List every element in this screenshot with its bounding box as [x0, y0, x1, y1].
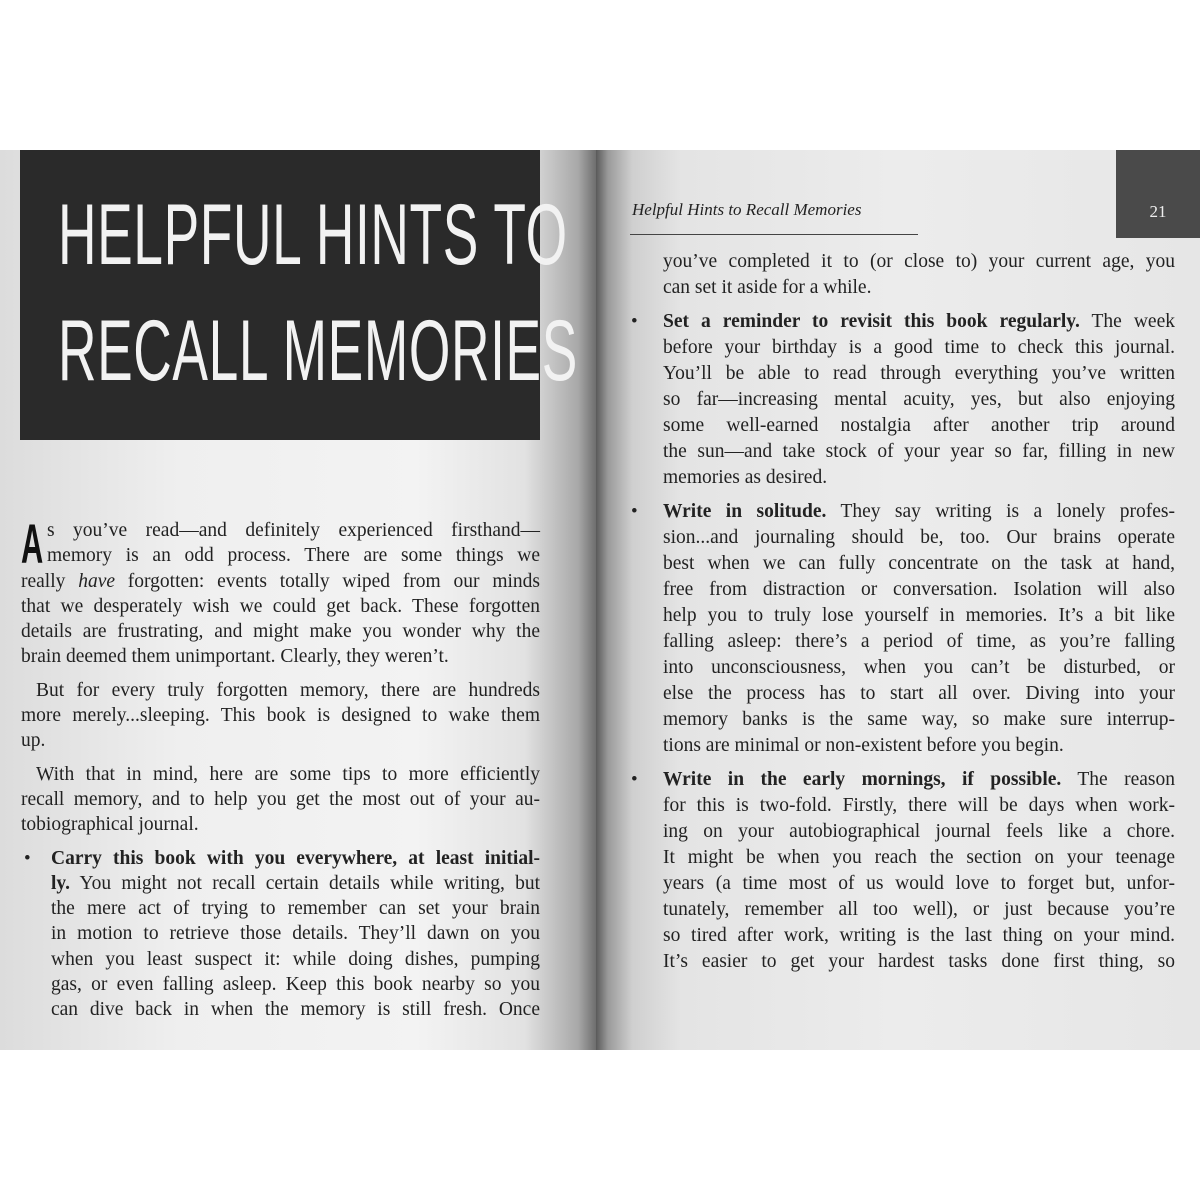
- text-line: [21, 569, 540, 594]
- italic-text: have: [78, 570, 115, 592]
- text: help you to truly lose yourself in memories. It’s a bit like: [663, 605, 1175, 626]
- left-page-body: [21, 512, 540, 1031]
- text: memory is an odd process. There are some things we: [47, 545, 540, 567]
- bold-lead-text: ly.: [51, 872, 70, 894]
- text: some well-earned nostalgia after another trip around: [663, 415, 1175, 436]
- text-line: [663, 655, 1175, 681]
- text-line: [21, 921, 540, 946]
- text-line: [21, 703, 540, 728]
- text-line: [21, 846, 540, 871]
- text-line: [663, 387, 1175, 413]
- text-line: [21, 728, 540, 753]
- bold-lead-text: Carry this book with you everywhere, at least initial-: [51, 847, 540, 869]
- text-line: [21, 997, 540, 1022]
- text-line: [21, 871, 540, 896]
- text: in motion to retrieve those details. They’ll dawn on you: [51, 923, 540, 945]
- text-line: [663, 439, 1175, 465]
- text-line: [663, 577, 1175, 603]
- bullet-item: [631, 309, 1175, 491]
- text-line: [663, 629, 1175, 655]
- text-line: [663, 275, 1175, 301]
- text-line: [663, 949, 1175, 975]
- text: for this is two-fold. Firstly, there will be days when work-: [663, 795, 1175, 816]
- text-line: [663, 551, 1175, 577]
- text: more merely...sleeping. This book is designed to wake them: [21, 705, 540, 727]
- text-line: [663, 681, 1175, 707]
- text: the mere act of trying to remember can set your brain: [51, 898, 540, 920]
- text-line: [663, 923, 1175, 949]
- drop-cap: A: [21, 512, 44, 575]
- text: tunately, remember all too well), or just because you’re: [663, 899, 1175, 920]
- text: It’s easier to get your hardest tasks done first thing, so: [663, 951, 1175, 972]
- text: years (a time most of us would love to forget but, unfor-: [663, 873, 1175, 894]
- text-line: [21, 812, 540, 837]
- paragraph: [21, 512, 540, 670]
- text: They say writing is a lonely profes-: [826, 501, 1175, 522]
- text-line: [21, 644, 540, 669]
- text-line: [663, 897, 1175, 923]
- paragraph: [21, 678, 540, 754]
- text: With that in mind, here are some tips to more efficiently: [36, 763, 540, 785]
- bullet-item: [631, 499, 1175, 759]
- text-line: [21, 972, 540, 997]
- chapter-title-line-1: HELPFUL HINTS TO: [58, 187, 568, 283]
- text: memory banks is the same way, so make sure interrup-: [663, 709, 1175, 730]
- header-rule: [630, 234, 918, 235]
- text: It might be when you reach the section on your teenage: [663, 847, 1175, 868]
- text-line: [663, 335, 1175, 361]
- text-line: [21, 619, 540, 644]
- running-header: Helpful Hints to Recall Memories: [632, 200, 862, 219]
- bold-lead-text: Write in the early mornings, if possible.: [663, 769, 1062, 790]
- text-line: [21, 594, 540, 619]
- text: that we desperately wish we could get back. These forgotten: [21, 595, 540, 617]
- text: gas, or even falling asleep. Keep this book nearby so you: [51, 974, 540, 996]
- text-line: [663, 819, 1175, 845]
- text-line: [663, 767, 1175, 793]
- paragraph: [21, 762, 540, 838]
- text: best when we can fully concentrate on the task at hand,: [663, 553, 1175, 574]
- text: the sun—and take stock of your year so far, filling in new: [663, 441, 1175, 462]
- bold-lead-text: Write in solitude.: [663, 501, 827, 522]
- text-line: [21, 787, 540, 812]
- text-line: [663, 707, 1175, 733]
- chapter-title-block: [20, 150, 578, 440]
- text-line: [21, 896, 540, 921]
- bold-lead-text: Set a reminder to revisit this book regularly.: [663, 311, 1080, 332]
- text-line: [663, 249, 1175, 275]
- text: brain deemed them unimportant. Clearly, they weren’t.: [21, 646, 449, 668]
- text: when you least suspect it: while doing dishes, pumping: [51, 948, 540, 970]
- right-page-body: [631, 249, 1176, 983]
- text: But for every truly forgotten memory, there are hundreds: [36, 679, 540, 701]
- bullet-item: [21, 846, 540, 1023]
- bullet-icon: •: [631, 311, 638, 332]
- text-line: [663, 871, 1175, 897]
- text: forgotten: events totally wiped from our minds: [115, 570, 540, 592]
- text: can set it aside for a while.: [663, 277, 872, 298]
- text: you’ve completed it to (or close to) your current age, you: [663, 251, 1175, 272]
- text: tobiographical journal.: [21, 814, 199, 836]
- text-line: [663, 499, 1175, 525]
- text-line: [21, 543, 540, 568]
- text-line: [663, 465, 1175, 491]
- text: ing on your autobiographical journal feels like a chore.: [663, 821, 1175, 842]
- text-line: [663, 413, 1175, 439]
- bullet-icon: •: [24, 847, 31, 869]
- page-number-tab: [1116, 150, 1200, 238]
- chapter-title-line-2: RECALL MEMORIES: [58, 303, 578, 399]
- text: details are frustrating, and might make you wonder why the: [21, 621, 540, 643]
- text: else the process has to start all over. Diving into your: [663, 683, 1175, 704]
- text-line: [21, 762, 540, 787]
- left-page: [0, 150, 596, 1050]
- text: before your birthday is a good time to check this journal.: [663, 337, 1175, 358]
- text: so tired after work, writing is the last thing on your mind.: [663, 925, 1175, 946]
- bullet-icon: •: [631, 769, 638, 790]
- text-line: [21, 678, 540, 703]
- text: sion...and journaling should be, too. Our brains operate: [663, 527, 1175, 548]
- paragraph: [663, 249, 1175, 301]
- text: The reason: [1061, 769, 1176, 790]
- text: free from distraction or conversation. Isolation will also: [663, 579, 1175, 600]
- text: You might not recall certain details while writing, but: [69, 872, 540, 894]
- text: really: [21, 570, 79, 592]
- text: up.: [21, 730, 46, 752]
- text: falling asleep: there’s a period of time, as you’re falling: [663, 631, 1175, 652]
- text: The week: [1079, 311, 1175, 332]
- text: recall memory, and to help you get the most out of your au-: [21, 788, 540, 810]
- text-line: [663, 361, 1175, 387]
- text: tions are minimal or non-existent before you begin.: [663, 735, 1064, 756]
- text: You’ll be able to read through everything you’ve written: [663, 363, 1175, 384]
- text-line: [663, 733, 1175, 759]
- text-line: [663, 309, 1175, 335]
- text-line: [663, 845, 1175, 871]
- text: can dive back in when the memory is still fresh. Once: [51, 999, 540, 1021]
- text: memories as desired.: [663, 467, 828, 488]
- bullet-icon: •: [631, 501, 638, 522]
- text-line: [663, 525, 1175, 551]
- text: into unconsciousness, when you can’t be disturbed, or: [663, 657, 1175, 678]
- bullet-item: [631, 767, 1176, 975]
- text-line: [663, 793, 1175, 819]
- page-number: 21: [1149, 202, 1167, 221]
- text-line: [21, 947, 540, 972]
- text: s you’ve read—and definitely experienced firsthand—: [47, 520, 540, 541]
- text: so far—increasing mental acuity, yes, but also enjoying: [663, 389, 1175, 410]
- text-line: [663, 603, 1175, 629]
- right-page: [596, 150, 1200, 1050]
